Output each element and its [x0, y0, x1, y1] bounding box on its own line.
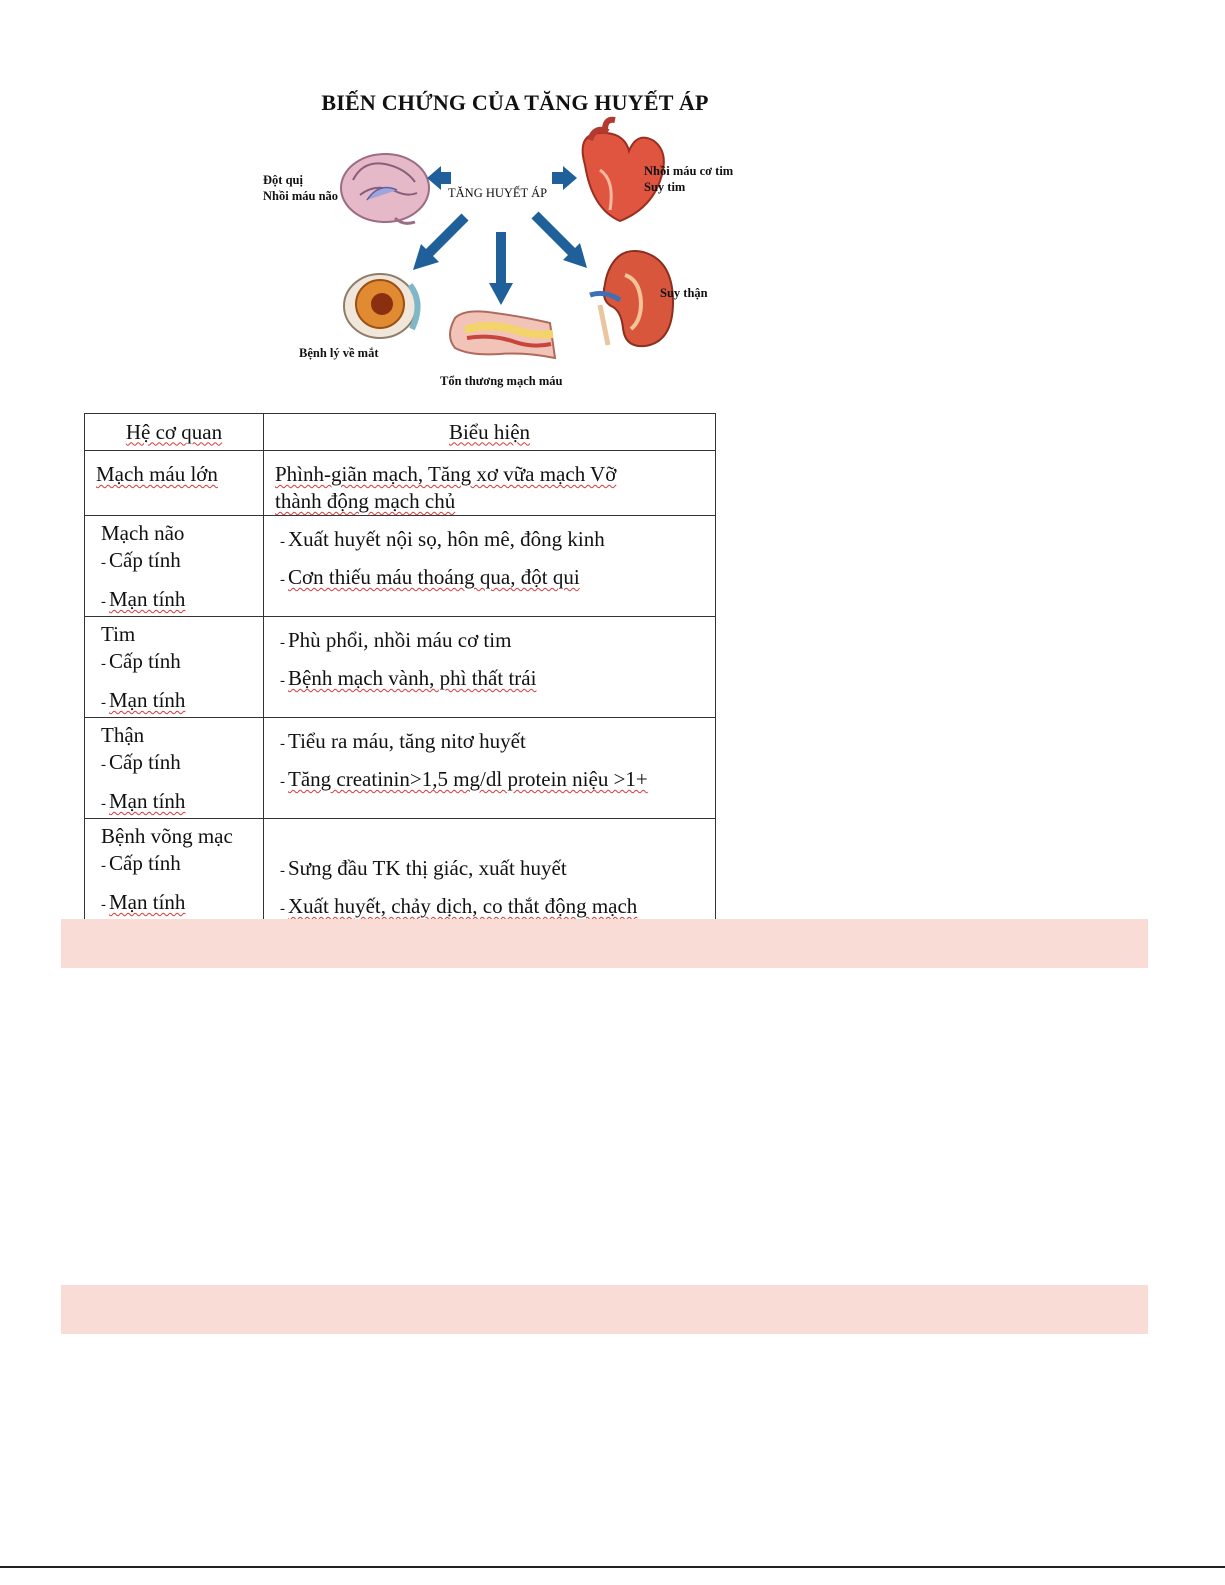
eye-icon: [344, 274, 418, 338]
complications-diagram: [255, 80, 755, 400]
table-header-row: [85, 414, 716, 451]
organ-cell: Mạch não - Cấp tính - Mạn tính: [85, 516, 264, 617]
highlight-bar-1: [61, 919, 1148, 968]
brain-label: [263, 172, 338, 204]
diagram-title: BIẾN CHỨNG CỦA TĂNG HUYẾT ÁP: [321, 90, 709, 115]
organ-manifestation-table: [84, 413, 716, 932]
table-row: [85, 819, 716, 932]
center-label: TĂNG HUYẾT ÁP: [448, 186, 548, 200]
heart-label-line-2: Suy tim: [644, 180, 686, 194]
header-organ: Hệ cơ quan: [85, 414, 264, 451]
desc-cell: - Phù phổi, nhồi máu cơ tim - Bệnh mạch vành, phì thất trái: [264, 617, 716, 718]
arrow-down-right-icon: [535, 215, 587, 268]
brain-icon: [341, 154, 429, 223]
desc-cell: - Xuất huyết nội sọ, hôn mê, đông kinh - Cơn thiếu máu thoáng qua, đột qui: [264, 516, 716, 617]
organ-cell: Mạch máu lớn: [85, 451, 264, 516]
organ-cell: Bệnh võng mạc - Cấp tính - Mạn tính: [85, 819, 264, 932]
arrow-right-icon: [552, 166, 577, 190]
organ-cell: Tim - Cấp tính - Mạn tính: [85, 617, 264, 718]
blood-vessel-icon: [450, 311, 555, 358]
table-row: [85, 718, 716, 819]
kidney-label: Suy thận: [660, 286, 708, 300]
table-row: [85, 516, 716, 617]
arrow-down-icon: [489, 232, 513, 305]
header-desc: Biểu hiện: [264, 414, 716, 451]
vessel-label: Tổn thương mạch máu: [440, 374, 563, 388]
highlight-bar-2: [61, 1285, 1148, 1334]
brain-label-line-1: Đột quị: [263, 173, 303, 187]
table-row: [85, 617, 716, 718]
organ-cell: Thận - Cấp tính - Mạn tính: [85, 718, 264, 819]
desc-cell: - Tiểu ra máu, tăng nitơ huyết - Tăng creatinin>1,5 mg/dl protein niệu >1+: [264, 718, 716, 819]
arrow-down-left-icon: [413, 217, 465, 270]
eye-label: Bệnh lý về mắt: [299, 346, 379, 360]
desc-cell: - Sưng đầu TK thị giác, xuất huyết - Xuất huyết, chảy dịch, co thắt động mạch: [264, 819, 716, 932]
desc-cell: Phình-giãn mạch, Tăng xơ vữa mạch Vỡ thành động mạch chủ: [264, 451, 716, 516]
heart-label-line-1: Nhồi máu cơ tim: [644, 164, 734, 178]
brain-label-line-2: Nhồi máu não: [263, 189, 339, 203]
table-row: [85, 451, 716, 516]
page-bottom-line: [0, 1566, 1225, 1568]
heart-label: [644, 163, 733, 195]
